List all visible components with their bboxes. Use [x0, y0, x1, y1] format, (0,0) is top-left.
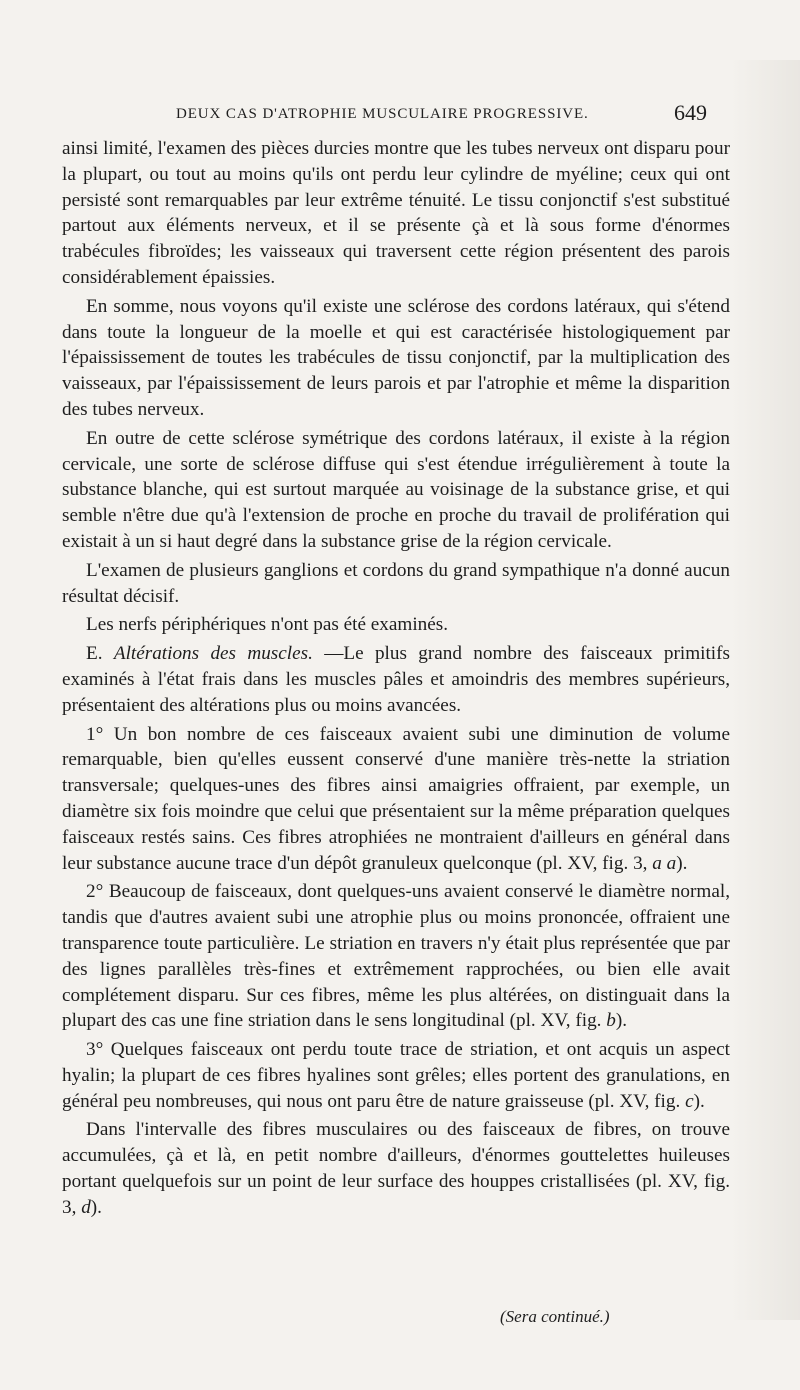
paragraph-8: [62, 879, 730, 1034]
paragraph-text: En outre de cette sclérose symétrique des cordons latéraux, il existe à la région cervicale, une sorte de sclérose diffuse qui s'est étendue irrégulièrement à toute la substance blanche, qui est surtout marquée au voisinage de la substance grise, et qui semble n'être due qu'à l'extension de proche en proche du travail de prolifération qui existait à un si haut degré dans la substance grise de la région cervicale.: [62, 427, 730, 552]
figure-ref: d: [81, 1196, 91, 1218]
paragraph-5: [62, 612, 730, 638]
paragraph-text: ainsi limité, l'examen des pièces durcies montre que les tubes nerveux ont disparu pour la plupart, ou tout au moins qu'ils ont perdu leur cylindre de myéline; ceux qui ont persisté sont remarquables par leur extrême ténuité. Le tissu conjonctif s'est substitué partout aux éléments nerveux, et il se présente çà et là sous forme d'énormes trabécules fibroïdes; les vaisseaux qui traversent cette région présentent des parois considérablement épaissies.: [62, 138, 730, 288]
figure-ref: a a: [652, 852, 677, 874]
show-through-shadow: [730, 60, 800, 1320]
paragraph-text: Dans l'intervalle des fibres musculaires ou des faisceaux de fibres, on trouve accumulées, çà et là, en petit nombre d'ailleurs, d'énormes gouttelettes huileuses portant quelquefois sur un point de leur surface des houppes cristallisées (pl. XV, fig. 3,: [62, 1119, 730, 1218]
paragraph-tail: ).: [615, 1010, 628, 1032]
page-header: [62, 100, 722, 130]
paren-open: (: [500, 1307, 506, 1326]
page-number: 649: [674, 100, 707, 125]
paragraph-tail: ).: [676, 852, 688, 874]
paragraph-3: [62, 426, 730, 555]
paragraph-text: L'examen de plusieurs ganglions et cordons du grand sympathique n'a donné aucun résultat décisif.: [62, 559, 730, 607]
running-head: DEUX CAS D'ATROPHIE MUSCULAIRE PROGRESSIVE.: [176, 106, 589, 122]
paren-close: ): [603, 1307, 610, 1326]
paragraph-10: [62, 1117, 730, 1220]
body-text: [62, 136, 730, 1224]
continued-note: [500, 1307, 610, 1327]
figure-ref: c: [685, 1090, 694, 1112]
paragraph-1: [62, 136, 730, 291]
paragraph-text: 2° Beaucoup de faisceaux, dont quelques-uns avaient conservé le diamètre normal, tandis que d'autres avaient subi une atrophie plus ou moins prononcée, offraient une transparence toute particulière. Le striation en travers n'y était plus représentée que par des lignes parallèles très-fines et extrêmement rapprochées, ou bien elle avait complétement disparu. Sur ces fibres, même les plus altérées, on distinguait dans la plupart des cas une fine striation dans le sens longitudinal (pl. XV, fig.: [62, 881, 730, 1032]
paragraph-tail: ).: [90, 1196, 102, 1218]
continued-text: Sera continué.: [505, 1307, 604, 1326]
figure-ref: b: [606, 1010, 616, 1032]
paragraph-text: En somme, nous voyons qu'il existe une sclérose des cordons latéraux, qui s'étend dans toute la longueur de la moelle et qui est caractérisée histologiquement par l'épaississement de toutes les trabécules de tissu conjonctif, par la multiplication des vaisseaux, par l'épaississement de leurs parois et par l'atrophie et même la disparition des tubes nerveux.: [62, 295, 730, 420]
section-letter: E.: [86, 643, 114, 665]
paragraph-4: [62, 558, 730, 610]
paragraph-9: [62, 1037, 730, 1114]
paragraph-2: [62, 294, 730, 423]
paragraph-text: 3° Quelques faisceaux ont perdu toute trace de striation, et ont acquis un aspect hyalin; la plupart de ces fibres hyalines sont grêles; elles portent des granulations, en général peu nombreuses, qui nous ont paru être de nature graisseuse (pl. XV, fig.: [62, 1039, 730, 1112]
paragraph-6: [62, 641, 730, 718]
paragraph-text: Les nerfs périphériques n'ont pas été examinés.: [86, 614, 449, 636]
paragraph-text: —Le plus grand nombre des faisceaux primitifs examinés à l'état frais dans les muscles pâles et amoindris des membres supérieurs, présentaient des altérations plus ou moins avancées.: [62, 643, 730, 716]
paragraph-tail: ).: [693, 1090, 705, 1112]
paragraph-7: [62, 722, 730, 877]
section-title: Altérations des muscles.: [113, 643, 313, 665]
paragraph-text: 1° Un bon nombre de ces faisceaux avaient subi une diminution de volume remarquable, bien qu'elles eussent conservé d'une manière très-nette la striation transversale; quelques-unes des fibres ainsi amaigries offraient, par exemple, un diamètre six fois moindre que celui que présentaient sur la même préparation quelques faisceaux restés sains. Ces fibres atrophiées ne montraient d'ailleurs en général dans leur substance aucune trace d'un dépôt granuleux quelconque (pl. XV, fig. 3,: [62, 723, 730, 874]
